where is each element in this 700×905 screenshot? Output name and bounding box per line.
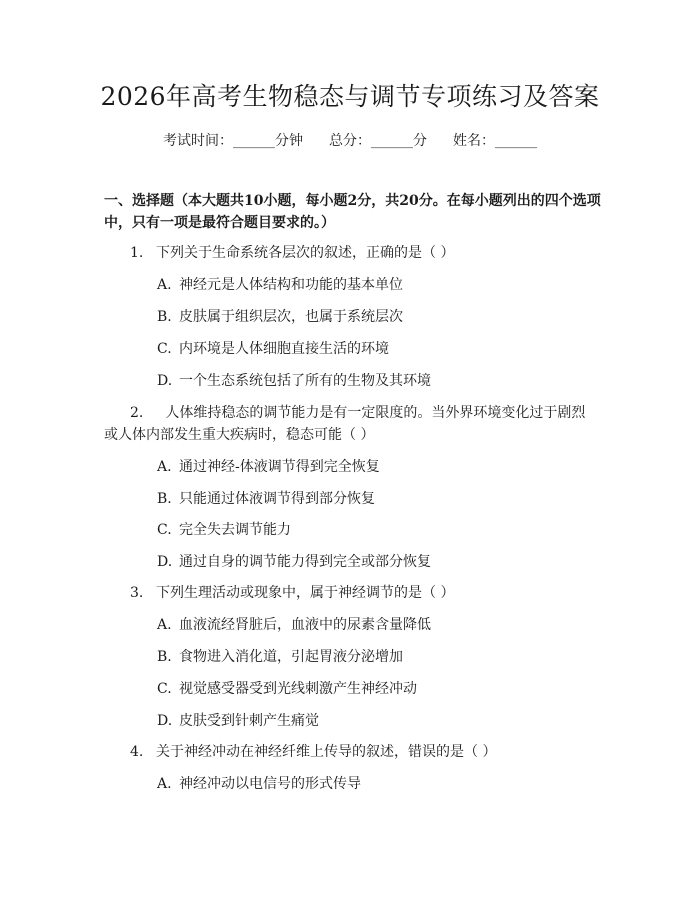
option-text: 神经冲动以电信号的形式传导	[179, 776, 361, 792]
total-score-field: 总分：______分	[329, 133, 427, 149]
option-1c	[157, 338, 389, 360]
question-number: 1.	[130, 245, 144, 261]
option-letter: C.	[157, 341, 172, 357]
option-3d	[157, 710, 319, 732]
option-letter: C.	[157, 681, 172, 697]
section-heading: 一、选择题（本大题共10小题，每小题2分，共20分。在每小题列出的四个选项中，只有一项是最符合题目要求的。）	[104, 193, 601, 231]
question-4	[104, 741, 598, 763]
option-3a	[157, 614, 431, 636]
option-letter: A.	[157, 459, 172, 475]
option-letter: A.	[157, 776, 172, 792]
option-text: 通过神经-体液调节得到完全恢复	[179, 459, 380, 475]
question-number: 3.	[130, 585, 144, 601]
question-text: 下列生理活动或现象中，属于神经调节的是（ ）	[156, 585, 455, 601]
option-3b	[157, 646, 403, 668]
option-1a	[157, 274, 403, 296]
option-4a	[157, 773, 361, 795]
option-text: 皮肤受到针刺产生痛觉	[179, 713, 319, 729]
option-2d	[157, 551, 431, 573]
option-text: 通过自身的调节能力得到完全或部分恢复	[179, 554, 431, 570]
option-letter: C.	[157, 522, 172, 538]
option-text: 皮肤属于组织层次，也属于系统层次	[179, 309, 403, 325]
question-text: 人体维持稳态的调节能力是有一定限度的。当外界环境变化过于剧烈或人体内部发生重大疾病时，稳态可能（ ）	[104, 405, 586, 443]
option-text: 内环境是人体细胞直接生活的环境	[179, 341, 389, 357]
option-1b	[157, 306, 403, 328]
option-2b	[157, 488, 375, 510]
question-number: 2.	[130, 405, 144, 421]
option-letter: B.	[157, 649, 172, 665]
option-text: 食物进入消化道，引起胃液分泌增加	[179, 649, 403, 665]
question-number: 4.	[130, 744, 144, 760]
option-letter: A.	[157, 277, 172, 293]
option-2c	[157, 519, 291, 541]
option-letter: D.	[157, 713, 173, 729]
exam-time-field: 考试时间：______分钟	[163, 133, 303, 149]
question-text: 下列关于生命系统各层次的叙述，正确的是（ ）	[156, 245, 455, 261]
option-letter: B.	[157, 491, 172, 507]
option-3c	[157, 678, 417, 700]
option-letter: D.	[157, 373, 173, 389]
question-text: 关于神经冲动在神经纤维上传导的叙述，错误的是（ ）	[156, 744, 497, 760]
option-letter: B.	[157, 309, 172, 325]
option-letter: A.	[157, 617, 172, 633]
question-3	[104, 582, 598, 604]
option-text: 神经元是人体结构和功能的基本单位	[179, 277, 403, 293]
question-2	[104, 402, 598, 446]
option-1d	[157, 370, 431, 392]
question-1	[104, 242, 598, 264]
option-text: 一个生态系统包括了所有的生物及其环境	[179, 373, 431, 389]
option-text: 只能通过体液调节得到部分恢复	[179, 491, 375, 507]
page-title: 2026年高考生物稳态与调节专项练习及答案	[100, 82, 600, 111]
exam-info-line	[0, 131, 700, 151]
option-text: 血液流经肾脏后，血液中的尿素含量降低	[179, 617, 431, 633]
student-name-field: 姓名：______	[453, 133, 537, 149]
option-2a	[157, 456, 380, 478]
option-letter: D.	[157, 554, 173, 570]
option-text: 完全失去调节能力	[179, 522, 291, 538]
option-text: 视觉感受器受到光线刺激产生神经冲动	[179, 681, 417, 697]
